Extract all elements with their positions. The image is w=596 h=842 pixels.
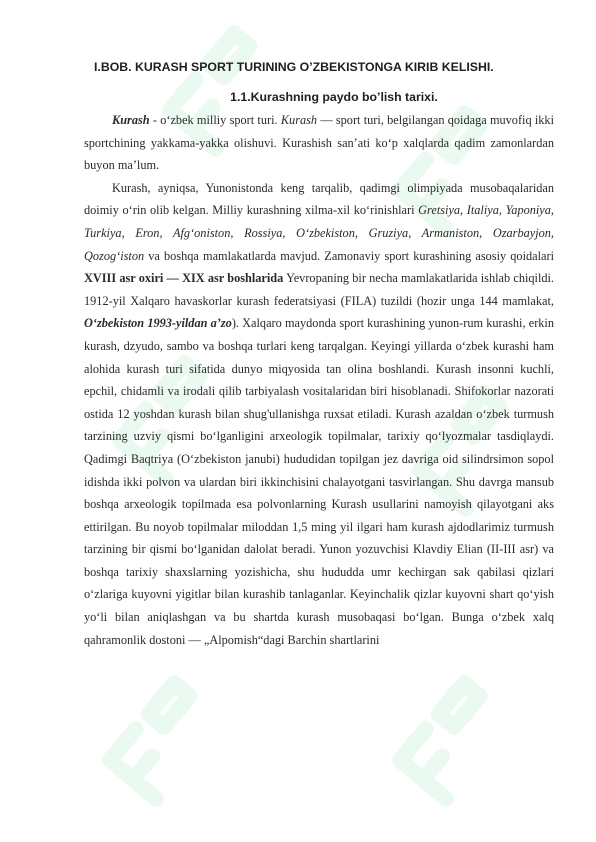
- p1-text-a: - o‘zbek milliy sport turi.: [149, 113, 281, 127]
- p2-text-d: ). Xalqaro maydonda sport kurashining yunon-rum kurashi, erkin kurash, dzyudo, sambo va boshqa turlari keng tarqalgan. Keyingi yillarda o‘zbek kurashi ham alohida kurash turi sifatida dunyo miqyosida tan olina boshlandi. Kurash insonni kuchli, epchil, chidamli va irodali qilib tarbiyalash vositalaridan biri hisoblanadi. Shifokorlar nazorati ostida 12 yoshdan kurash bilan shug'ullanishga ruxsat etiladi. Kurash azaldan o‘zbek turmush tarzining uzviy qismi bo‘lganligini arxeologik topilmalar, tarixiy qo‘lyozmalar tasdiqlaydi. Qadimgi Baqtriya (O‘zbekiston janubi) hududidan topilgan jez davriga oid silindrsimon sopol idishda ikki polvon va ulardan biri ikkinchisini chalayotgani tasvirlangan. Shu davrga mansub boshqa arxeologik topilmada esa polvonlarning Kurash usullarini namoyish qilayotgani aks ettirilgan. Bu noyob topilmalar miloddan 1,5 ming yil ilgari ham kurash ajdodlarimiz turmush tarzining bir qismi bo‘lganidan dalolat beradi. Yunon yozuvchisi Klavdiy Elian (II-III asr) va boshqa tarixiy shaxslarning yozishicha, shu hududda umr kechirgan sak qabilasi qizlari o‘zlariga kuyovni yigitlar bilan kurashib tanlaganlar. Keyinchalik qizlar kuyovni shart qo‘yish yo‘li bilan aniqlashgan va bu shartda kurash musobaqasi bo‘lgan. Bunga o‘zbek xalq qahramonlik dostoni — „Alpomish“dagi Barchin shartlarini: [84, 316, 554, 647]
- p2-text-a: Kurash, ayniqsa, Yunonistonda keng tarqalib, qadimgi olimpiyada musobaqalaridan doimiy o‘rin olib kelgan. Milliy kurashning xilma-xil ko‘rinishlari: [84, 180, 554, 218]
- chapter-heading: I.BOB. KURASH SPORT TURINING O’ZBEKISTONGA KIRIB KELISHI.: [94, 60, 494, 74]
- period-emphasis: XVIII asr oxiri — XIX asr boshlarida: [84, 271, 284, 286]
- term-kurash-2: Kurash: [280, 113, 318, 127]
- section-heading: 1.1.Kurashning paydo bo’lish tarixi.: [230, 90, 438, 104]
- watermark-mark: [400, 683, 510, 798]
- p2-text-c: Yevropaning bir necha mamlakatlarida ishlab chiqildi. 1912-yil Xalqaro havaskorlar kurash federatsiyasi (FILA) tuzildi (hozir unga 144 mamlakat,: [84, 271, 554, 308]
- document-page: [84, 59, 554, 651]
- term-kurash: Kurash: [112, 113, 150, 127]
- country-list: Gretsiya, Italiya, Yaponiya, Turkiya, Eron, Afg‘oniston, Rossiya, O‘zbekiston, Gruziya, Armaniston, Ozarbayjon, Qozog‘iston: [84, 203, 554, 263]
- uzbekistan-membership: O‘zbekiston 1993-yildan a’zo: [84, 316, 232, 331]
- paragraph-2: [84, 177, 554, 651]
- watermark-mark: [110, 683, 220, 798]
- p2-text-b: va boshqa mamlakatlarda mavjud. Zamonaviy sport kurashining asosiy qoidalari: [144, 248, 554, 263]
- p1-text-b: — sport turi, belgilangan qoidaga muvofiq ikki sportchining yakkama-yakka olishuvi. Kurashish san’ati ko‘p xalqlarda qadim zamonlardan buyon ma’lum.: [84, 113, 555, 173]
- paragraph-1: [84, 109, 554, 177]
